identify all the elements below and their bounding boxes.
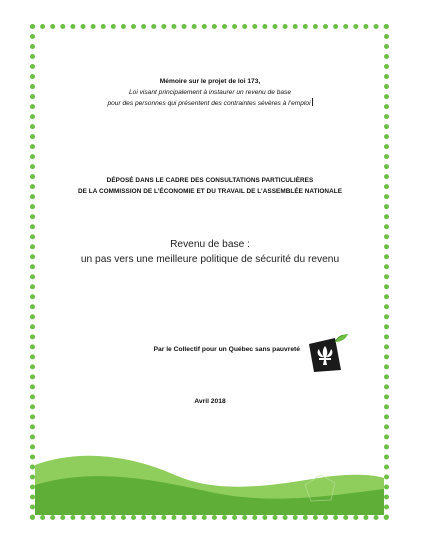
publication-date: Avril 2018 [194, 398, 226, 405]
fleur-band [319, 358, 331, 360]
memo-line-bill: Mémoire sur le projet de loi 173, [159, 78, 261, 85]
submission-line-1: DÉPOSÉ DANS LE CADRE DES CONSULTATIONS PARTICULIÈRES [106, 177, 314, 184]
memo-line-law-title: Loi visant principalement à instaurer un revenu de base [128, 89, 291, 96]
author-byline: Par le Collectif pour un Québec sans pauvreté [153, 346, 300, 353]
green-hills-decoration [35, 445, 384, 515]
submission-context [40, 175, 380, 197]
sprout-leaf-icon [335, 334, 348, 342]
memo-heading [40, 76, 380, 109]
fleur-de-lis-logo-icon [305, 330, 349, 374]
memo-line-target-text: pour des personnes qui présentent des contraintes sévères à l’emploi [107, 100, 311, 107]
title-line-2: un pas vers une meilleure politique de sécurité du revenu [80, 254, 340, 265]
memo-line-target [40, 98, 380, 109]
text-cursor [312, 98, 313, 106]
submission-line-2: DE LA COMMISSION DE L’ÉCONOMIE ET DU TRAVAIL DE L’ASSEMBLÉE NATIONALE [77, 188, 343, 195]
title-line-1: Revenu de base : [170, 239, 250, 250]
document-title [40, 237, 380, 267]
